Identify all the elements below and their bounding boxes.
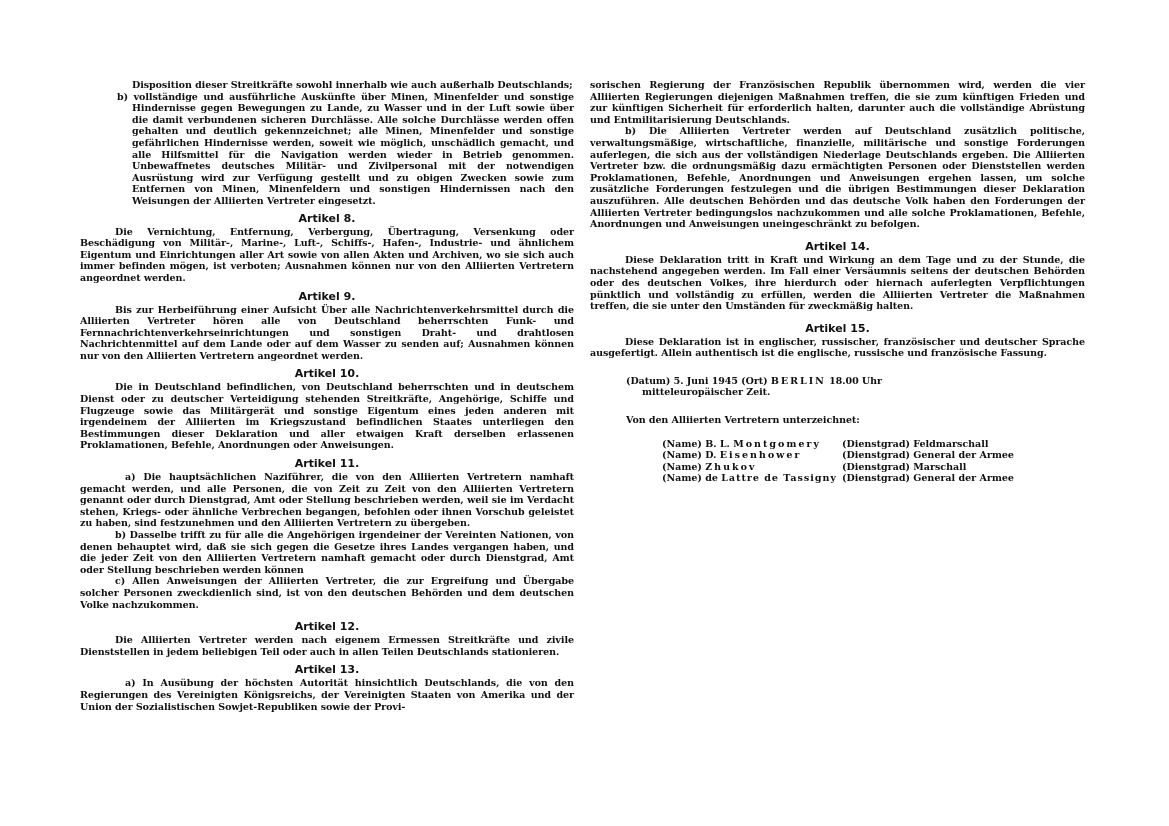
article-13-item-a: a) In Ausübung der höchsten Autorität hinsichtlich Deutschlands, die von den Regierungen des Vereinigten Königsreichs, der Vereinigten Staaten von Amerika und der Union der Sozialistischen Sowjet-Republiken sowie der Provi- (80, 678, 574, 713)
signatory-row (662, 462, 1085, 474)
signed-by-line: Von den Alliierten Vertretern unterzeichnet: (626, 415, 860, 427)
article-11-heading: Artikel 11. (294, 457, 360, 471)
article-9-text: Bis zur Herbeiführung einer Aufsicht Über alle Nachrichtenverkehrsmittel durch die Alliierten Vertreter hören alle von Deutschland beherrschten Funk- und Fernnachrichtenverkehrseinrichtungen und sonstigen Draht- und drahtlosen Nachrichtenmittel auf dem Lande oder auf dem Wasser zu senden auf; Ausnahmen können nur von den Alliierten Vertretern angeordnet werden. (80, 304, 574, 362)
article-10-text: Die in Deutschland befindlichen, von Deutschland beherrschten und in deutschem Dienst oder zu deutscher Verteidigung stehenden Streitkräfte, Angehörige, Schiffe und Flugzeuge sowie das Militärgerät und sonstige Eigentum eines jeden anderen mit irgendeinem der Alliierten im Kriegszustand befindlichen Staates unterliegen den Bestimmungen dieser Deklaration und aller etwaigen Kraft derselben erlassenen Proklamationen, Befehle, Anordnungen oder Anweisungen. (80, 382, 574, 452)
article-14-text: Diese Deklaration tritt in Kraft und Wirkung an dem Tage und zu der Stunde, die nachstehend angegeben werden. Im Fall einer Versäumnis seitens der deutschen Behörden oder des deutschen Volkes, ihre hierdurch oder hiernach auferlegten Verpflichtungen pünktlich und vollständig zu erfüllen, werden die Alliierten Vertreter die Maßnahmen treffen, die sie unter den Umständen für zweckmäßig halten. (590, 254, 1085, 313)
article-8-text: Die Vernichtung, Entfernung, Verbergung, Übertragung, Versenkung oder Beschädigung von Militär-, Marine-, Luft-, Schiffs-, Hafen-, Industrie- und ähnlichem Eigentum und Einrichtungen aller Art sowie von allen Akten und Archiven, wo sie sich auch immer befinden mögen, ist verboten; Ausnahmen können nur von den Alliierten Vertretern angeordnet werden. (80, 226, 574, 284)
article-11-item-a: a) Die hauptsächlichen Naziführer, die von den Alliierten Vertretern namhaft gemacht werden, und alle Personen, die von Zeit zu Zeit von den Alliierten Vertretern genannt oder durch Dienstgrad, Amt oder Stellung beschrieben werden, weil sie im Verdacht stehen, Kriegs- oder ähnliche Verbrechen begangen, befohlen oder ihnen Vorschub geleistet zu haben, sind festzunehmen und den Alliierten Vertretern zu übergeben. (80, 472, 574, 530)
signatory-rank: (Dienstgrad) Marschall (842, 461, 967, 473)
article-12-heading: Artikel 12. (294, 620, 360, 634)
signatory-row (662, 450, 1085, 462)
date-zone: mitteleuropäischer Zeit. (642, 387, 771, 399)
article-15-heading: Artikel 15. (805, 321, 870, 335)
date-line (626, 376, 1085, 388)
signatory-rank: (Dienstgrad) General der Armee (842, 450, 1014, 462)
date-time: 18.00 Uhr (829, 375, 882, 387)
article-13-heading: Artikel 13. (294, 663, 360, 677)
signatory-row (662, 473, 1085, 485)
article-8-heading: Artikel 8. (298, 211, 356, 225)
article-12-text: Die Alliierten Vertreter werden nach eigenem Ermessen Streitkräfte und zivile Dienststellen in jedem beliebigen Teil oder auch in allen Teilen Deutschlands stationieren. (80, 635, 574, 658)
article-15-text: Diese Deklaration ist in englischer, russischer, französischer und deutscher Sprache ausgefertigt. Allein authentisch ist die englische, russische und französische Fassung. (590, 336, 1085, 360)
paragraph-intro-continuation: Disposition dieser Streitkräfte sowohl innerhalb wie auch außerhalb Deutschlands; (132, 80, 573, 91)
signatory-rank: (Dienstgrad) Feldmarschall (842, 438, 989, 450)
signatory-row (662, 439, 1085, 451)
signatory-name: (Name) D. Eisenhower (662, 450, 802, 462)
article-9-heading: Artikel 9. (298, 289, 356, 303)
signatories-table (662, 439, 1085, 485)
signatory-name: (Name) de Lattre de Tassigny (662, 473, 837, 485)
right-column (590, 80, 1085, 485)
article-11-item-b: b) Dasselbe trifft zu für alle die Angehörigen irgendeiner der Vereinten Nationen, von denen behauptet wird, daß sie sich gegen die Gesetze ihres Landes vergangen haben, und die jeder Zeit von den Alliierten Vertretern namhaft gemacht oder durch Dienstgrad, Amt oder Stellung beschrieben werden können (80, 530, 574, 576)
date-prefix: (Datum) 5. Juni 1945 (Ort) (626, 375, 768, 387)
article-13-item-b: b) Die Alliierten Vertreter werden auf Deutschland zusätzlich politische, verwaltungsmäßige, wirtschaftliche, finanzielle, militärische und sonstige Forderungen auferlegen, die sich aus der vollständigen Niederlage Deutschlands ergeben. Die Alliierten Vertreter bzw. die ordnungsmäßig dazu ermächtigten Personen oder Dienststellen werden Proklamationen, Befehle, Anordnungen und Anweisungen ergehen lassen, um solche zusätzliche Forderungen festzulegen und die übrigen Bestimmungen dieser Deklaration auszuführen. Alle deutschen Behörden und das deutsche Volk haben den Forderungen der Alliierten Vertreter bedingungslos nachzukommen und alle solche Proklamationen, Befehle, Anordnungen und Anweisungen uneingeschränkt zu befolgen. (590, 126, 1085, 231)
article-14-heading: Artikel 14. (805, 239, 870, 253)
signatory-name: (Name) Zhukov (662, 461, 757, 473)
signatory-name: (Name) B. L. Montgomery (662, 438, 821, 450)
article-10-heading: Artikel 10. (294, 367, 360, 381)
left-column (80, 80, 574, 713)
article-13-continuation: sorischen Regierung der Französischen Republik übernommen wird, werden die vier Alliierten Regierungen diejenigen Maßnahmen treffen, die sie zum künftigen Frieden und zur künftigen Sicherheit für erforderlich halten, darunter auch die vollständige Abrüstung und Entmilitarisierung Deutschlands. (590, 80, 1085, 126)
signatory-rank: (Dienstgrad) General der Armee (842, 473, 1014, 485)
paragraph-item-b: b) vollständige und ausführliche Auskünfte über Minen, Minenfelder und sonstige Hindernisse gegen Bewegungen zu Lande, zu Wasser und in der Luft sowie über die damit verbundenen sicheren Durchlässe. Alle solche Durchlässe werden offen gehalten und deutlich gekennzeichnet; alle Minen, Minenfelder und sonstige gefährlichen Hindernisse werden, soweit wie möglich, unschädlich gemacht, und alle Hilfsmittel für die Navigation werden wieder in Betrieb genommen. Unbewaffnetes deutsches Militär- und Zivilpersonal mit der notwendigen Ausrüstung wird zur Verfügung gestellt und zu obigen Zwecken sowie zum Entfernen von Minen, Minenfeldern und sonstigen Hindernissen nach den Weisungen der Alliierten Vertreter eingesetzt. (117, 91, 574, 207)
article-11-item-c: c) Allen Anweisungen der Alliierten Vertreter, die zur Ergreifung und Übergabe solcher Personen zweckdienlich sind, ist von den deutschen Behörden und dem deutschen Volke nachzukommen. (80, 576, 574, 611)
date-place: BERLIN (770, 375, 826, 387)
